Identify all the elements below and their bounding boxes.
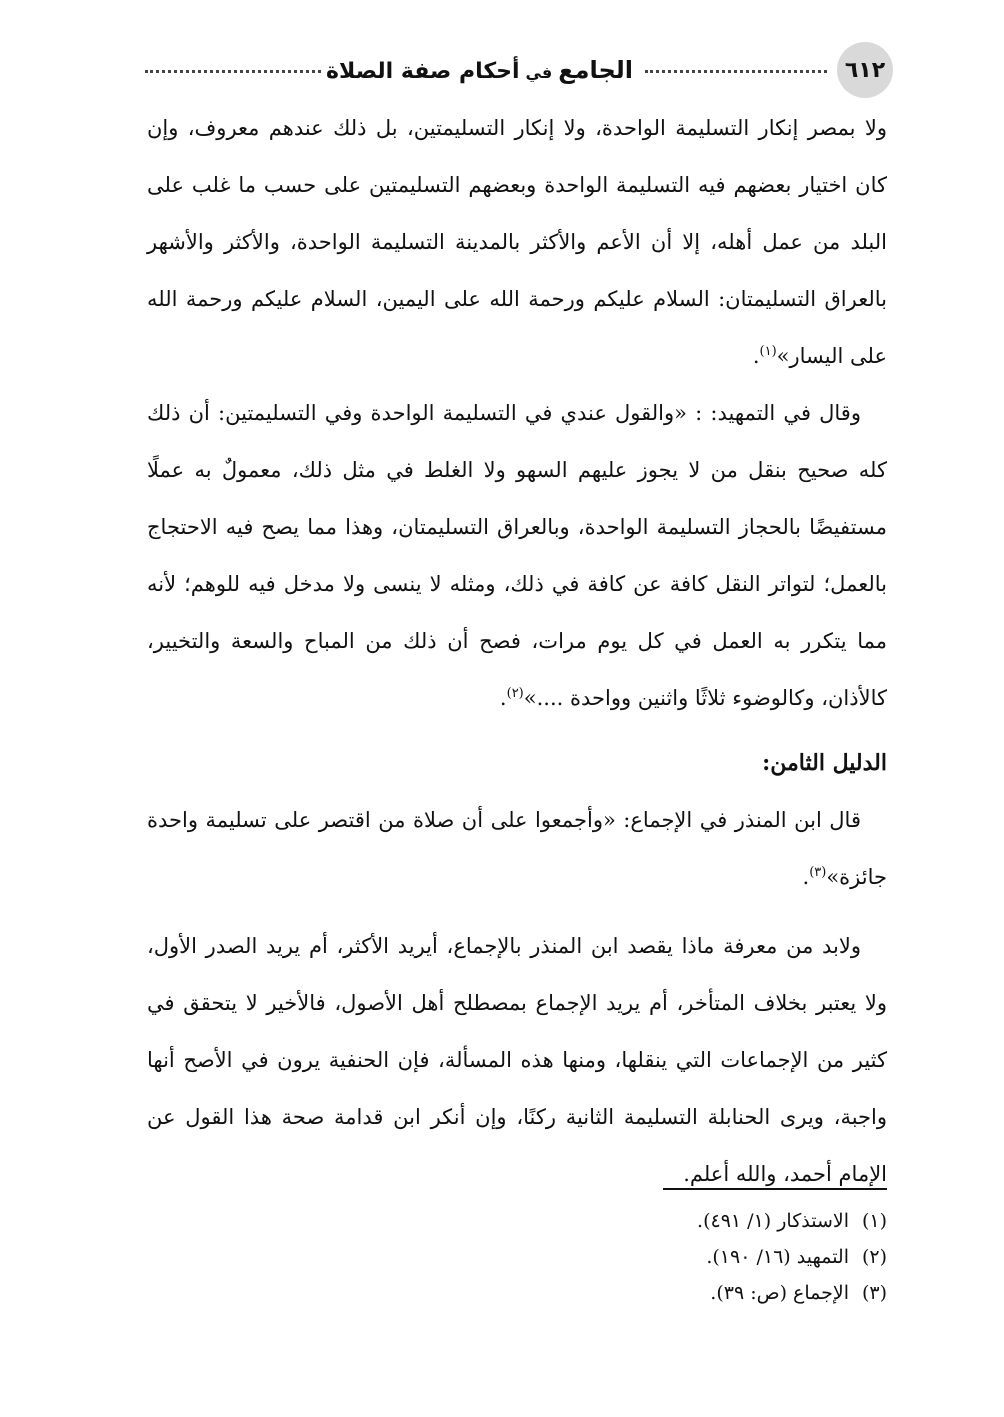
footnote-text: التمهيد (١٦/ ١٩٠). xyxy=(706,1246,849,1268)
book-title-rest: أحكام صفة الصلاة xyxy=(326,59,520,84)
footnotes-list xyxy=(387,1203,887,1311)
footnote-number: (٣) xyxy=(861,1282,887,1304)
paragraph-tamhid-quote xyxy=(147,385,887,727)
footnote-text: الاستذكار (١/ ٤٩١). xyxy=(697,1210,849,1232)
paragraph-discussion xyxy=(147,918,887,1203)
paragraph-text: قال ابن المنذر في الإجماع: «وأجمعوا على أن صلاة من اقتصر على تسليمة واحدة جائزة» xyxy=(147,808,887,889)
footnote-number: (٢) xyxy=(861,1246,887,1268)
footnote-marker: (١) xyxy=(759,344,777,359)
footnote-number: (١) xyxy=(861,1210,887,1232)
book-title-connector: في xyxy=(525,63,553,82)
footnote-item xyxy=(387,1275,887,1311)
page-number-badge: ٦١٢ xyxy=(837,42,893,98)
running-header xyxy=(145,42,893,98)
footnote-item xyxy=(387,1239,887,1275)
footnote-marker: (٢) xyxy=(506,686,524,701)
paragraph-tail: . xyxy=(802,865,810,889)
footnote-text: الإجماع (ص: ٣٩). xyxy=(710,1282,849,1304)
footnote-marker: (٣) xyxy=(809,865,827,880)
page-body xyxy=(147,100,887,1203)
footnote-item xyxy=(387,1203,887,1239)
paragraph-text: ولابد من معرفة ماذا يقصد ابن المنذر بالإجماع، أيريد الأكثر، أم يريد الصدر الأول، ولا يعتبر بخلاف المتأخر، أم يريد الإجماع بمصطلح أهل الأصول، فالأخير لا يتحقق في كثير من الإجماعات التي ينقلها، ومنها هذه المسألة، فإن الحنفية يرون في الأصح أنها واجبة، ويرى الحنابلة التسليمة الثانية ركنًا، وإن أنكر ابن قدامة صحة هذا القول عن الإمام أحمد، والله أعلم. xyxy=(147,934,887,1186)
book-title xyxy=(326,56,633,84)
header-dotted-leader-left xyxy=(145,70,321,73)
paragraph-continuation xyxy=(147,100,887,385)
header-dotted-leader-right xyxy=(645,70,827,73)
footnote-separator xyxy=(663,1188,887,1190)
paragraph-text: وقال في التمهيد: : «والقول عندي في التسليمة الواحدة وفي التسليمتين: أن ذلك كله صحيح بنقل من لا يجوز عليهم السهو ولا الغلط في مثل ذلك، معمولٌ به عملًا مستفيضًا بالحجاز التسليمة الواحدة، وبالعراق التسليمتان، وهذا مما يصح فيه الاحتجاج بالعمل؛ لتواتر النقل كافة عن كافة في ذلك، ومثله لا ينسى ولا مدخل فيه للوهم؛ لأنه مما يتكرر به العمل في كل يوم مرات، فصح أن ذلك من المباح والسعة والتخيير، كالأذان، وكالوضوء ثلاثًا واثنين وواحدة ....» xyxy=(147,401,888,710)
paragraph-tail: . xyxy=(752,344,760,368)
book-title-main: الجامع xyxy=(558,56,633,84)
section-heading: الدليل الثامن: xyxy=(762,750,887,776)
paragraph-text: ولا بمصر إنكار التسليمة الواحدة، ولا إنكار التسليمتين، بل ذلك عندهم معروف، وإن كان اختيار بعضهم فيه التسليمة الواحدة وبعضهم التسليمتين على حسب ما غلب على البلد من عمل أهله، إلا أن الأعم والأكثر بالمدينة التسليمة الواحدة، والأكثر والأشهر بالعراق التسليمتان: السلام عليكم ورحمة الله على اليمين، السلام عليكم ورحمة الله على اليسار» xyxy=(147,116,887,368)
paragraph-tail: . xyxy=(499,686,507,710)
paragraph-ijma-quote xyxy=(147,792,887,906)
